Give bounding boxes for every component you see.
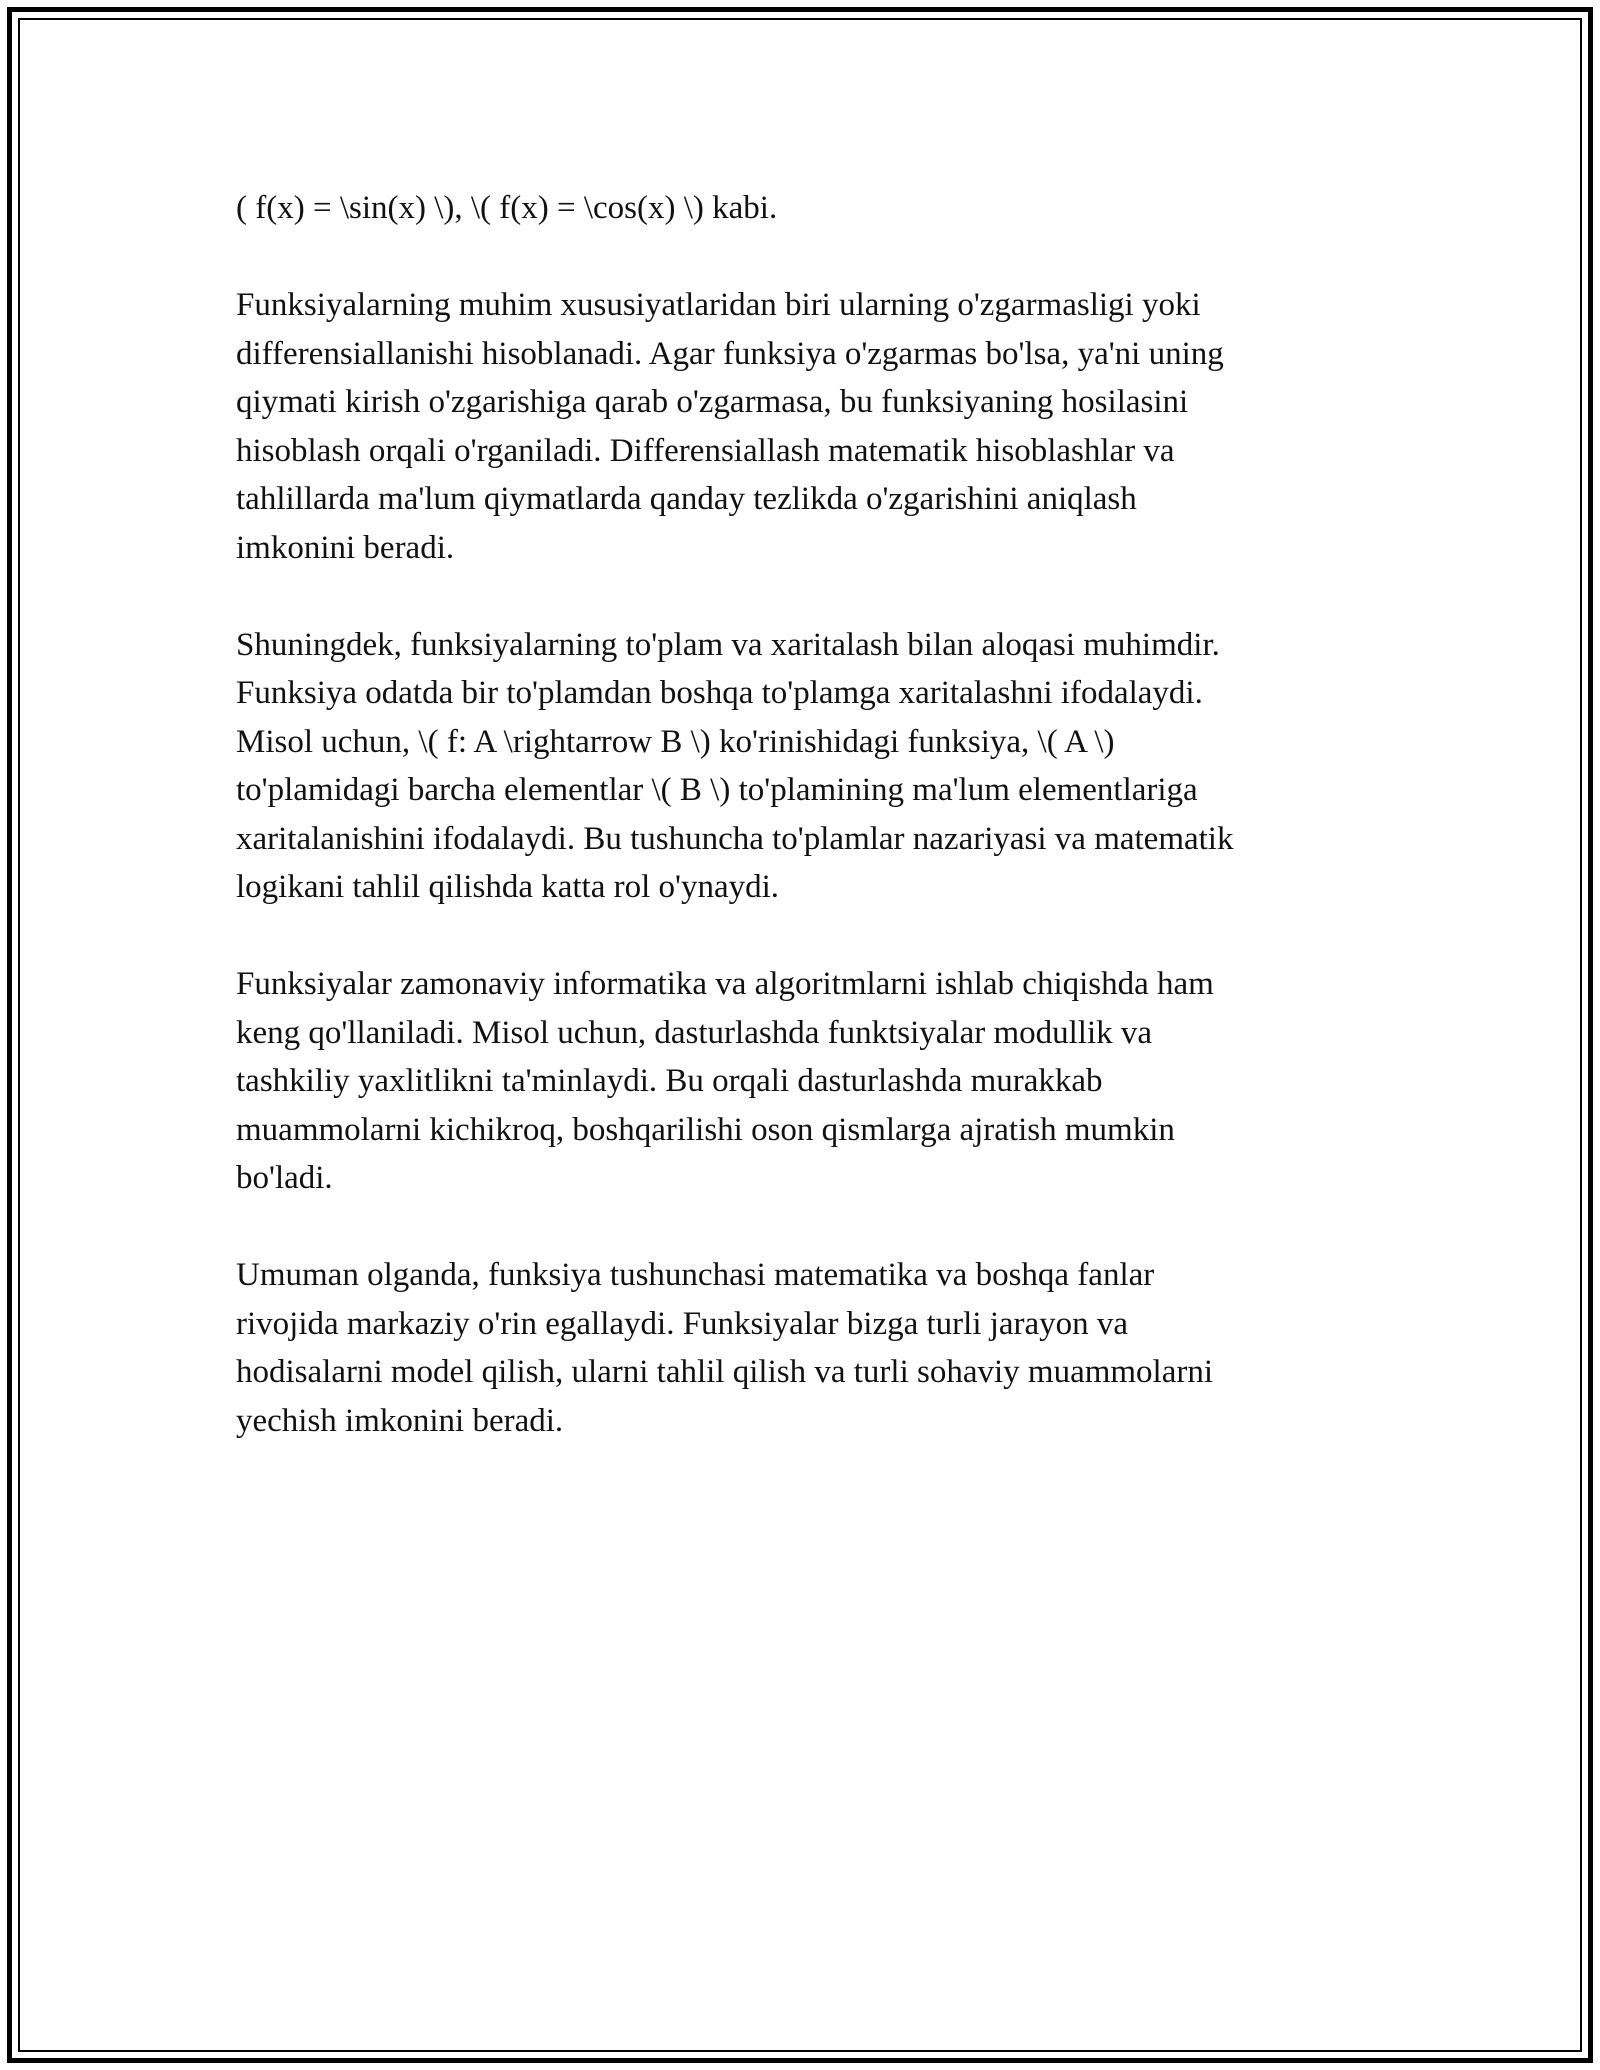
text-line: Funksiyalar zamonaviy informatika va algoritmlarni ishlab chiqishda ham: [236, 966, 1214, 1002]
text-line: bo'ladi.: [236, 1160, 333, 1196]
text-line: to'plamidagi barcha elementlar \( B \) to'plamining ma'lum elementlariga: [236, 772, 1198, 808]
text-line: ( f(x) = \sin(x) \), \( f(x) = \cos(x) \) kabi.: [236, 190, 778, 226]
paragraph-1: [236, 184, 1366, 233]
text-line: xaritalanishini ifodalaydi. Bu tushuncha to'plamlar nazariyasi va matematik: [236, 820, 1234, 857]
text-line: Misol uchun, \( f: A \rightarrow B \) ko'rinishidagi funksiya, \( A \): [236, 723, 1115, 760]
text-line: Umuman olganda, funksiya tushunchasi matematika va boshqa fanlar: [236, 1257, 1155, 1293]
text-line: hodisalarni model qilish, ularni tahlil qilish va turli sohaviy muammolarni: [236, 1354, 1214, 1390]
text-line: differensiallanishi hisoblanadi. Agar funksiya o'zgarmas bo'lsa, ya'ni uning: [236, 335, 1224, 372]
text-line: logikani tahlil qilishda katta rol o'ynaydi.: [236, 869, 780, 905]
text-line: tashkiliy yaxlitlikni ta'minlaydi. Bu orqali dasturlashda murakkab: [236, 1063, 1103, 1099]
text-line: Funksiya odatda bir to'plamdan boshqa to'plamga xaritalashni ifodalaydi.: [236, 675, 1203, 711]
text-line: keng qo'llaniladi. Misol uchun, dasturlashda funktsiyalar modullik va: [236, 1014, 1153, 1051]
paragraph-4: [236, 960, 1366, 1203]
text-line: rivojida markaziy o'rin egallaydi. Funksiyalar bizga turli jarayon va: [236, 1305, 1129, 1342]
document-body: [236, 184, 1366, 1445]
paragraph-3: [236, 621, 1366, 912]
text-line: imkonini beradi.: [236, 529, 455, 566]
text-line: qiymati kirish o'zgarishiga qarab o'zgarmasa, bu funksiyaning hosilasini: [236, 384, 1189, 420]
text-line: muammolarni kichikroq, boshqarilishi oson qismlarga ajratish mumkin: [236, 1111, 1175, 1148]
text-line: Shuningdek, funksiyalarning to'plam va xaritalash bilan aloqasi muhimdir.: [236, 626, 1220, 663]
paragraph-2: [236, 281, 1366, 572]
paragraph-5: [236, 1251, 1366, 1445]
text-line: yechish imkonini beradi.: [236, 1402, 564, 1439]
text-line: Funksiyalarning muhim xususiyatlaridan biri ularning o'zgarmasligi yoki: [236, 287, 1201, 323]
text-line: hisoblash orqali o'rganiladi. Differensiallash matematik hisoblashlar va: [236, 432, 1175, 469]
text-line: tahlillarda ma'lum qiymatlarda qanday tezlikda o'zgarishini aniqlash: [236, 481, 1137, 517]
